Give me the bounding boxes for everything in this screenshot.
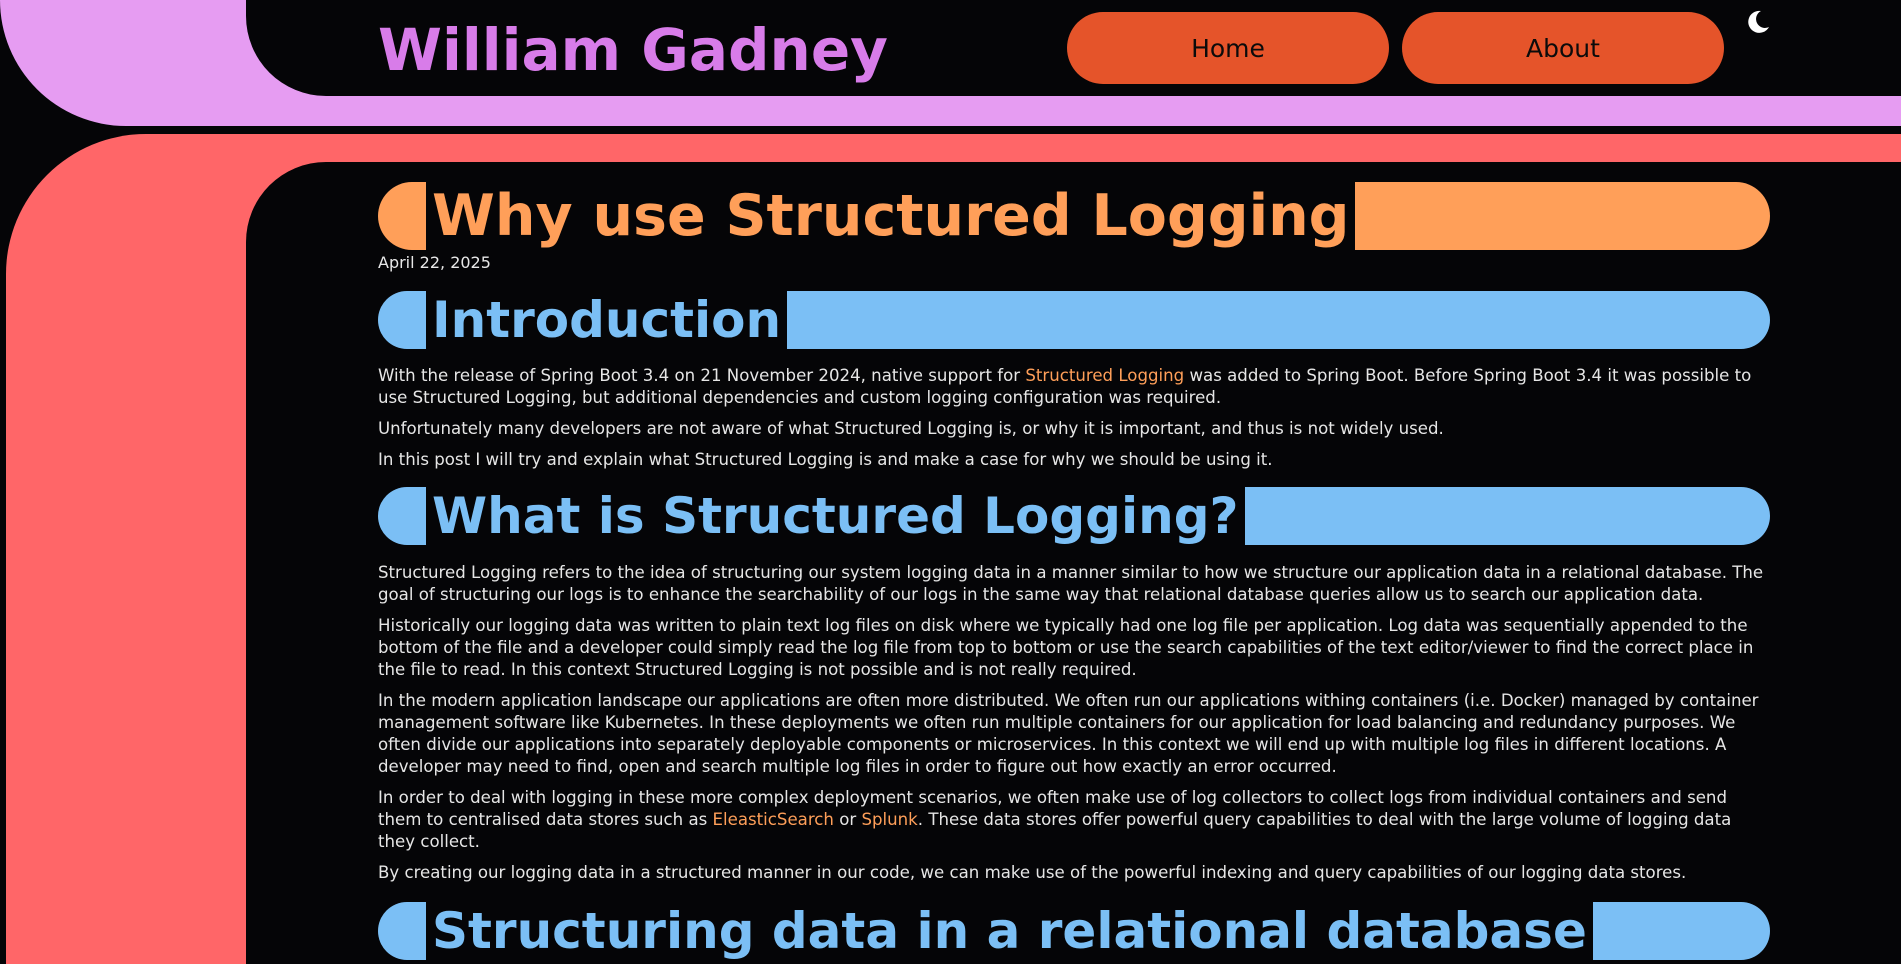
section-bar-fill	[1593, 902, 1770, 960]
title-bar-cap	[378, 182, 426, 250]
paragraph	[378, 365, 1770, 409]
title-bar-fill	[1355, 182, 1770, 250]
paragraph: In this post I will try and explain what Structured Logging is and make a case for why we should be using it.	[378, 450, 1273, 469]
post-title-bar	[378, 182, 1770, 250]
structured-logging-link[interactable]: Structured Logging	[1025, 366, 1185, 385]
text-span: or	[833, 810, 862, 829]
paragraph: Historically our logging data was written to plain text log files on disk where we typically had one log file per application. Log data was sequentially appended to the bottom of the file and a developer could simply read the log file from top to bottom or use the search capabilities of the text editor/viewer to find the correct place in the file to read. In this context Structured Logging is not possible and is not really required.	[378, 616, 1754, 679]
section-bar-fill	[1245, 487, 1771, 545]
text-span: With the release of Spring Boot 3.4 on 21 November 2024, native support for	[378, 366, 1026, 385]
nav-home-button[interactable]: Home	[1067, 12, 1389, 84]
elasticsearch-link[interactable]: EleasticSearch	[712, 810, 834, 829]
moon-icon[interactable]	[1744, 8, 1772, 36]
section-heading-what-is: What is Structured Logging?	[426, 487, 1245, 545]
frame-gap	[0, 126, 1901, 134]
paragraph: Structured Logging refers to the idea of structuring our system logging data in a manner similar to how we structure our application data in a relational database. The goal of structuring our logs is to enhance the searchability of our logs in the same way that relational database queries allow us to search our application data.	[378, 563, 1764, 604]
section-bar-introduction	[378, 291, 1770, 349]
section-heading-introduction: Introduction	[426, 291, 787, 349]
section-bar-what-is	[378, 487, 1770, 545]
splunk-link[interactable]: Splunk	[861, 810, 918, 829]
section-bar-relational	[378, 902, 1770, 960]
paragraph: By creating our logging data in a structured manner in our code, we can make use of the powerful indexing and query capabilities of our logging data stores.	[378, 863, 1687, 882]
post-content	[378, 182, 1770, 960]
paragraph: In the modern application landscape our applications are often more distributed. We often run our applications withing containers (i.e. Docker) managed by container management software like Kubernetes. In these deployments we often run multiple containers for our application for load balancing and redundancy purposes. We often divide our applications into separately deployable components or microservices. In this context we will end up with multiple log files in different locations. A developer may need to find, open and search multiple log files in order to figure out how exactly an error occurred.	[378, 691, 1759, 776]
text-span: In order to deal with logging in these more complex deployment scenarios, we often make use of log collectors to collect logs from individual containers and send them to centralised data stores such as	[378, 788, 1727, 829]
paragraph: Unfortunately many developers are not aware of what Structured Logging is, or why it is important, and thus is not widely used.	[378, 419, 1444, 438]
section-bar-cap	[378, 902, 426, 960]
nav-about-button[interactable]: About	[1402, 12, 1724, 84]
site-title-link[interactable]: William Gadney	[378, 16, 888, 84]
text-span: . These data stores offer powerful query capabilities to deal with the large volume of logging data they collect.	[378, 810, 1732, 851]
section-bar-fill	[787, 291, 1770, 349]
paragraph	[378, 787, 1770, 853]
post-date: April 22, 2025	[378, 253, 491, 272]
section-heading-relational: Structuring data in a relational database	[426, 902, 1593, 960]
section-bar-cap	[378, 487, 426, 545]
post-title: Why use Structured Logging	[426, 182, 1355, 250]
text-span: was added to Spring Boot. Before Spring Boot 3.4 it was possible to use Structured Logging, but additional dependencies and custom logging configuration was required.	[378, 366, 1752, 407]
section-bar-cap	[378, 291, 426, 349]
